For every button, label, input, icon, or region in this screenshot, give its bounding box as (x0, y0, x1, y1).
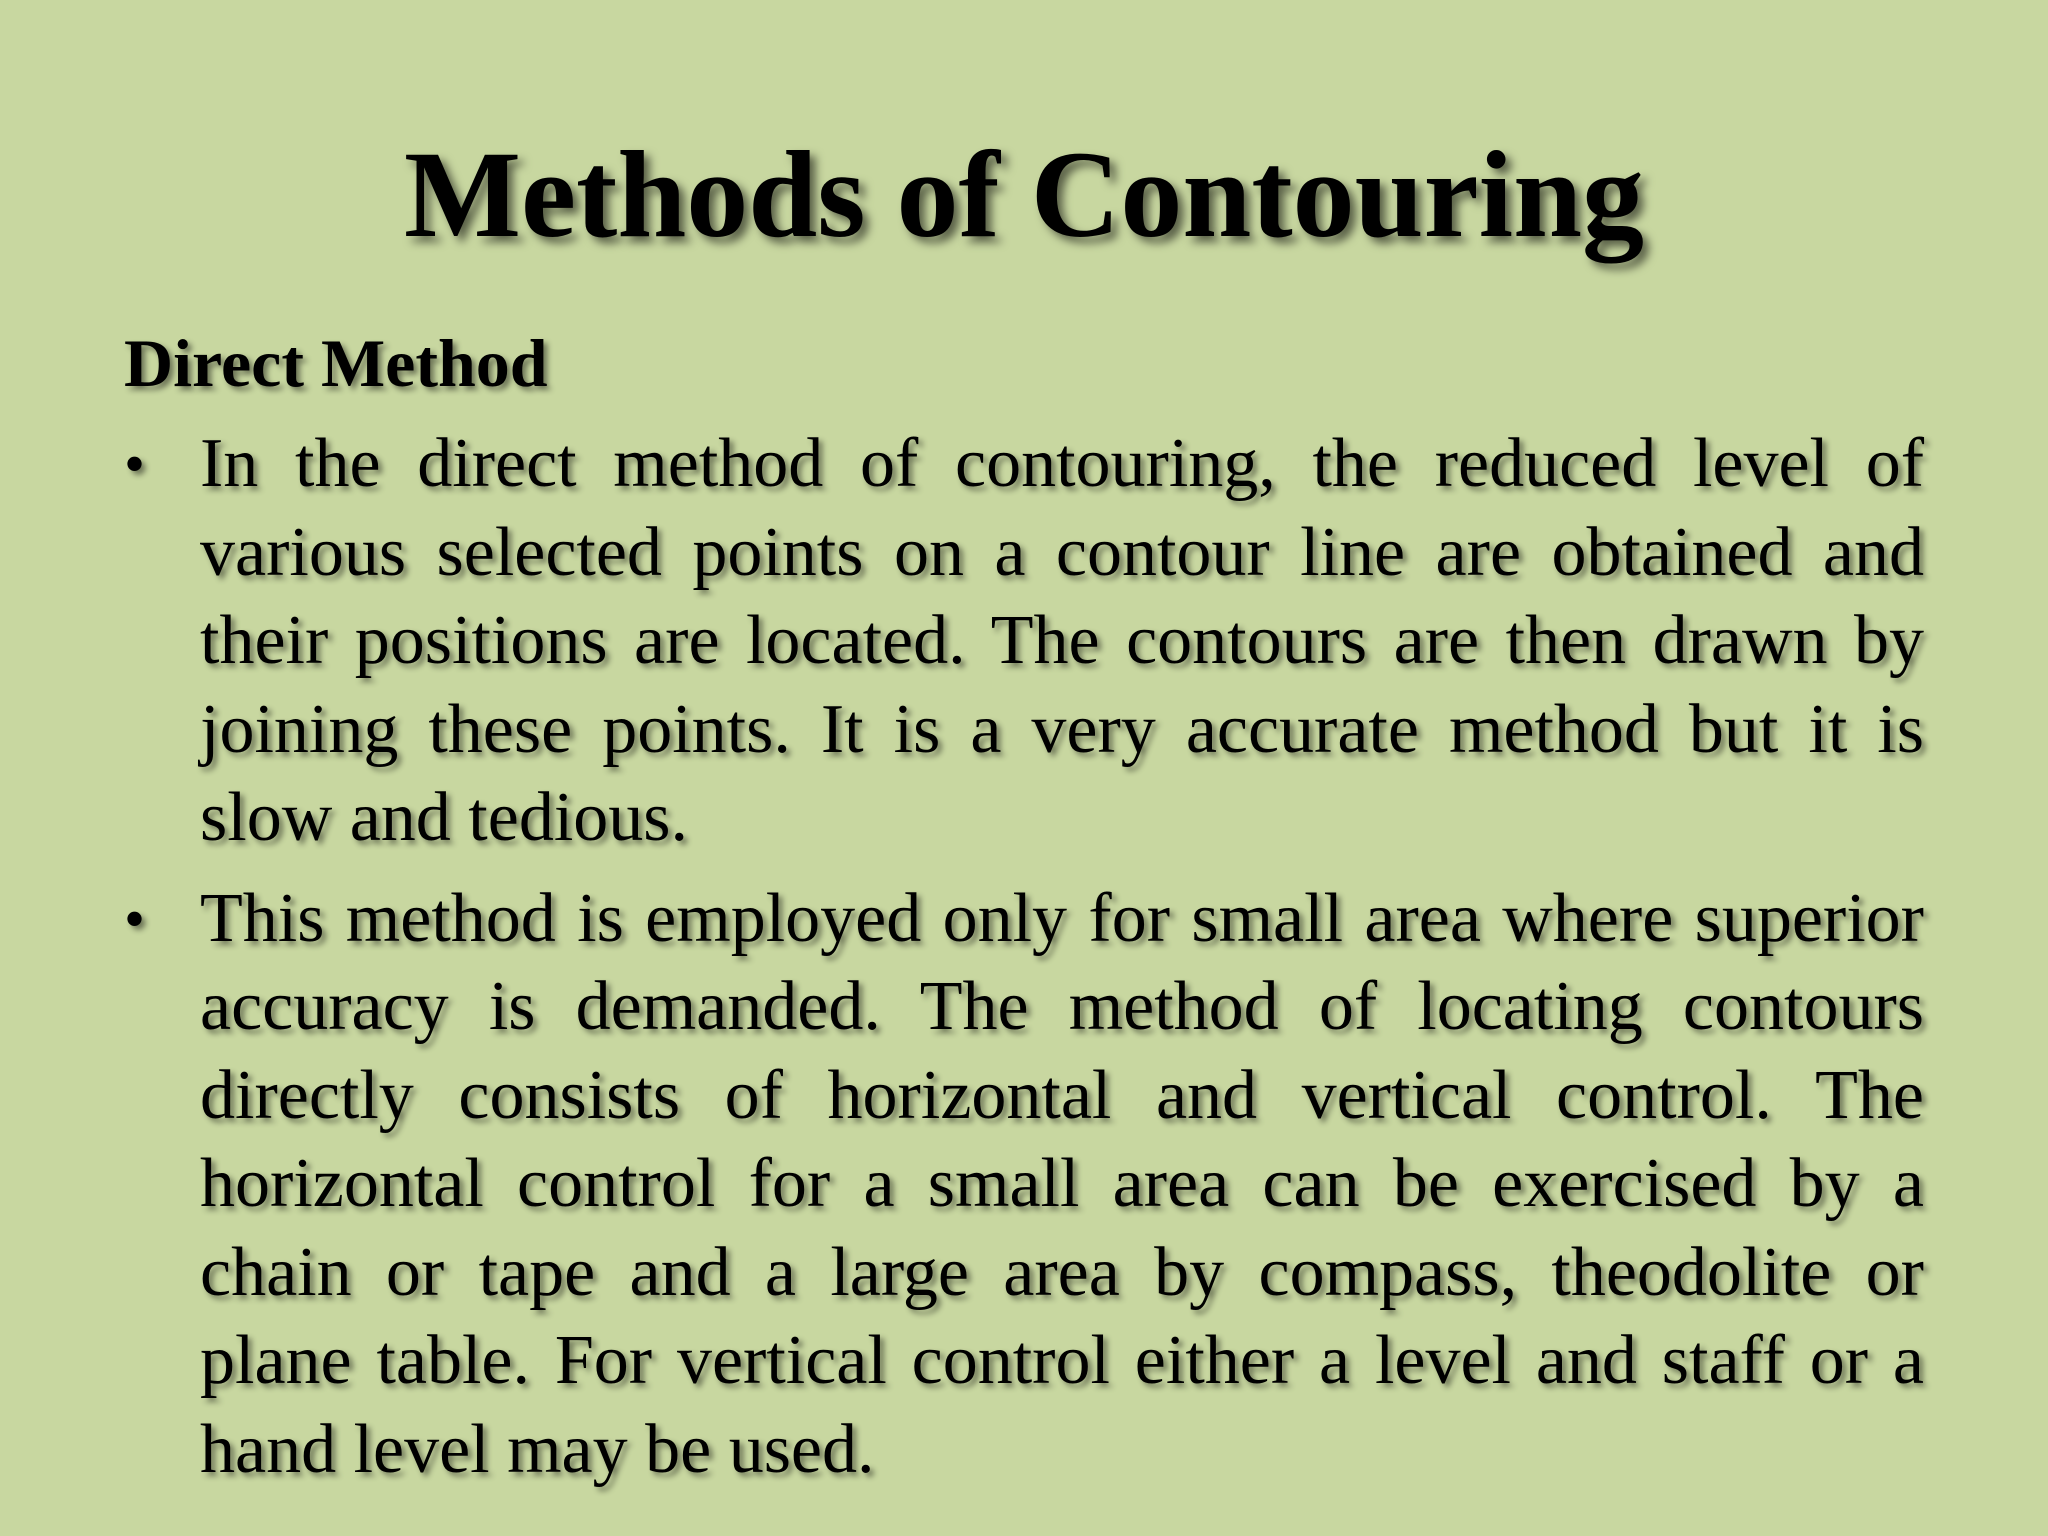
bullet-marker: • (124, 885, 146, 952)
section-heading: Direct Method (124, 325, 548, 401)
bullet-item (124, 420, 1924, 863)
bullet-list (124, 420, 1924, 1494)
bullet-text: In the direct method of contouring, the reduced level of various selected points on a contour line are obtained and their positions are located. The contours are then drawn by joining these points. It is a very accurate method but it is slow and tedious. (200, 425, 1924, 856)
slide-title: Methods of Contouring (403, 126, 1645, 263)
bullet-item (124, 875, 1924, 1495)
bullet-marker: • (124, 431, 146, 497)
bullet-text: This method is employed only for small area where superior accuracy is demanded. The method of locating contours directly consists of horizontal and vertical control. The horizontal control for a small area can be exercised by a chain or tape and a large area by compass, theodolite or plane table. For vertical control either a level and staff or a hand level may be used. (200, 879, 1924, 1488)
